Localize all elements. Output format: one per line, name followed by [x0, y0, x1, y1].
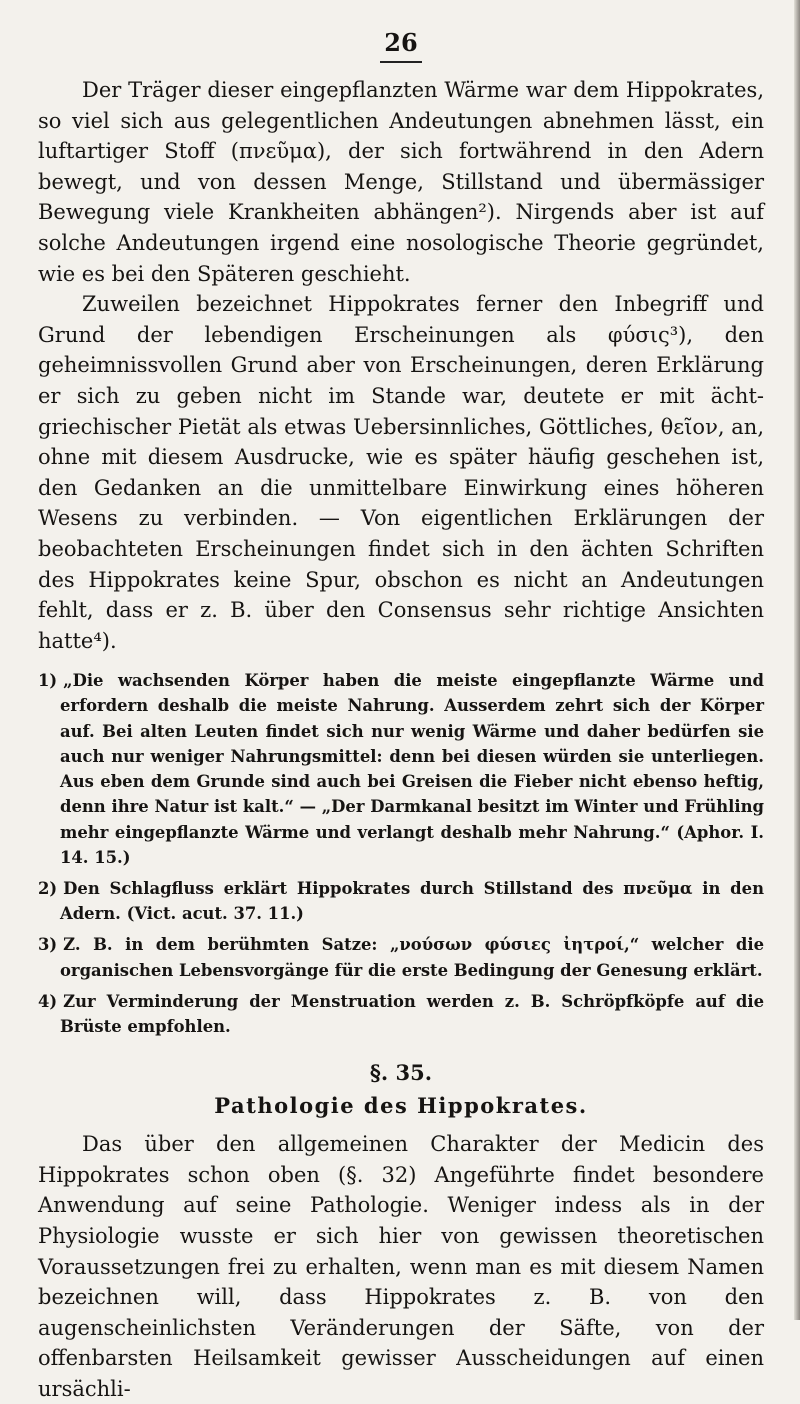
- footnote-marker: 4): [38, 991, 58, 1011]
- footnote-4: [38, 989, 764, 1039]
- footnote-marker: 3): [38, 935, 58, 955]
- section-title: Pathologie des Hippokrates.: [214, 1093, 588, 1119]
- footnote-text: Den Schlagfluss erklärt Hippokrates durch Stillstand des πνεῦμα in den Adern. (Vict. acut. 37. 11.): [60, 878, 764, 924]
- section-paragraph: Das über den allgemeinen Charakter der Medicin des Hippokrates schon oben (§. 32) Angeführte findet besondere Anwendung auf seine Pathologie. Weniger indess als in der Physiologie wusste er sich hier von gewissen theoretischen Voraussetzungen frei zu erhalten, wenn man es mit diesem Namen bezeichnen will, dass Hippokrates z. B. von den augenscheinlichsten Veränderungen der Säfte, von der offenbarsten Heilsamkeit gewisser Ausscheidungen auf einen ursächli-: [38, 1132, 764, 1401]
- section-number: §. 35.: [369, 1060, 433, 1086]
- footnote-text: Z. B. in dem berühmten Satze: „νούσων φύσιες ἰητροί,“ welcher die organischen Lebensvorgänge für die erste Bedingung der Genesung erklärt.: [60, 935, 764, 980]
- body-paragraph-1: Der Träger dieser eingepflanzten Wärme war dem Hippokrates, so viel sich aus gelegentlichen Andeutungen abnehmen lässt, ein luftartiger Stoff (πνεῦμα), der sich fortwährend in den Adern bewegt, und von dessen Menge, Stillstand und übermässiger Bewegung viele Krankheiten abhängen²). Nirgends aber ist auf solche Andeutungen irgend eine nosologische Theorie gegründet, wie es bei den Späteren geschieht.: [38, 78, 764, 286]
- footnote-text: Zur Verminderung der Menstruation werden z. B. Schröpfköpfe auf die Brüste empfohlen.: [60, 991, 764, 1036]
- footnote-2: [38, 876, 764, 926]
- footnote-3: [38, 932, 764, 982]
- footnote-marker: 2): [38, 878, 58, 898]
- footnote-marker: 1): [38, 671, 58, 691]
- footnote-1: [38, 668, 764, 870]
- page-number: 26: [38, 28, 764, 63]
- scan-edge-shadow: [794, 0, 800, 1320]
- footnotes: [38, 668, 764, 1039]
- footnote-text: „Die wachsenden Körper haben die meiste eingepflanzte Wärme und erfordern deshalb die meiste Nahrung. Ausserdem zehrt sich der Körper auf. Bei alten Leuten findet sich nur wenig Wärme und daher bedürfen sie auch nur weniger Nahrungsmittel: denn bei diesen würden sie unterliegen. Aus eben dem Grunde sind auch bei Greisen die Fieber nicht ebenso heftig, denn ihre Natur ist kalt.“ — „Der Darmkanal besitzt im Winter und Frühling mehr eingepflanzte Wärme und verlangt deshalb mehr Nahrung.“ (Aphor. I. 14. 15.): [60, 671, 764, 867]
- body-paragraph-2: Zuweilen bezeichnet Hippokrates ferner den Inbegriff und Grund der lebendigen Erscheinungen als φύσις³), den geheimnissvollen Grund aber von Erscheinungen, deren Erklärung er sich zu geben nicht im Stande war, deutete er mit ächt-griechischer Pietät als etwas Uebersinnliches, Göttliches, θεῖον, an, ohne mit diesem Ausdrucke, wie es später häufig geschehen ist, den Gedanken an die unmittelbare Einwirkung eines höheren Wesens zu verbinden. — Von eigentlichen Erklärungen der beobachteten Erscheinungen findet sich in den ächten Schriften des Hippokrates keine Spur, obschon es nicht an Andeutungen fehlt, dass er z. B. über den Consensus sehr richtige Ansichten hatte⁴).: [38, 292, 764, 653]
